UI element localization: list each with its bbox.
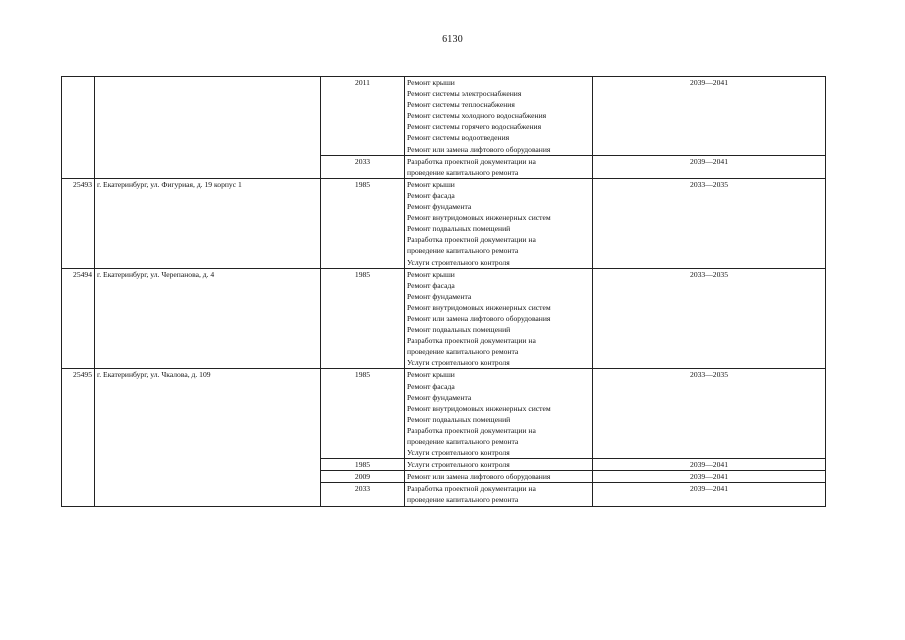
table-row — [62, 369, 826, 459]
works-cell — [405, 483, 593, 506]
work-item: Ремонт крыши — [407, 269, 455, 279]
address-cell: г. Екатеринбург, ул. Чкалова, д. 109 — [95, 369, 321, 506]
work-item: Ремонт внутридомовых инженерных систем — [407, 302, 551, 312]
work-item: Ремонт системы электроснабжения — [407, 89, 522, 99]
works-cell — [405, 178, 593, 268]
planned-period-cell: 2039—2041 — [593, 155, 826, 178]
work-item: проведение капитального ремонта — [407, 347, 519, 357]
work-item: проведение капитального ремонта — [407, 246, 519, 256]
construction-year-cell: 1985 — [321, 369, 405, 459]
work-item: Ремонт фундамента — [407, 392, 472, 402]
work-item: Ремонт внутридомовых инженерных систем — [407, 403, 551, 413]
work-item: Ремонт или замена лифтового оборудования — [407, 144, 551, 154]
works-cell — [405, 471, 593, 483]
work-item: Ремонт системы холодного водоснабжения — [407, 111, 547, 121]
work-item: Ремонт фасада — [407, 190, 455, 200]
address-cell — [95, 77, 321, 179]
construction-year-cell: 2011 — [321, 77, 405, 156]
address-cell: г. Екатеринбург, ул. Черепанова, д. 4 — [95, 268, 321, 369]
work-item: Ремонт фасада — [407, 381, 455, 391]
construction-year-cell: 1985 — [321, 459, 405, 471]
address-cell: г. Екатеринбург, ул. Фигуриая, д. 19 корпус 1 — [95, 178, 321, 268]
work-item: проведение капитального ремонта — [407, 495, 519, 505]
work-item: Ремонт подвальных помещений — [407, 224, 511, 234]
work-item: Ремонт крыши — [407, 78, 455, 87]
work-item: Услуги строительного контроля — [407, 448, 510, 458]
work-item: Разработка проектной документации на — [407, 336, 536, 346]
construction-year-cell: 1985 — [321, 268, 405, 369]
work-item: Разработка проектной документации на — [407, 235, 536, 245]
table-row — [62, 268, 826, 369]
planned-period-cell: 2033—2035 — [593, 268, 826, 369]
planned-period-cell: 2039—2041 — [593, 77, 826, 156]
building-id-cell: 25495 — [62, 369, 95, 506]
work-item: Ремонт подвальных помещений — [407, 325, 511, 335]
work-item: Ремонт крыши — [407, 370, 455, 380]
repair-schedule-table — [61, 76, 826, 507]
work-item: проведение капитального ремонта — [407, 437, 519, 446]
work-item: Ремонт крыши — [407, 179, 455, 189]
work-item: Ремонт фундамента — [407, 291, 472, 301]
construction-year-cell: 1985 — [321, 178, 405, 268]
planned-period-cell: 2033—2035 — [593, 178, 826, 268]
work-item: Ремонт системы теплоснабжения — [407, 100, 515, 110]
building-id-cell: 25494 — [62, 268, 95, 369]
works-cell — [405, 155, 593, 178]
work-item: Ремонт подвальных помещений — [407, 414, 511, 424]
table-row — [62, 77, 826, 156]
work-item: Ремонт фасада — [407, 280, 455, 290]
work-item: Ремонт или замена лифтового оборудования — [407, 313, 551, 323]
planned-period-cell: 2039—2041 — [593, 471, 826, 483]
planned-period-cell: 2033—2035 — [593, 369, 826, 459]
work-item: Разработка проектной документации на — [407, 425, 536, 435]
page-number: 6130 — [442, 34, 463, 45]
works-cell — [405, 268, 593, 369]
work-item: Ремонт системы горячего водоснабжения — [407, 122, 542, 132]
work-item: Ремонт или замена лифтового оборудования — [407, 472, 551, 482]
works-cell — [405, 369, 593, 459]
planned-period-cell: 2039—2041 — [593, 459, 826, 471]
table-row — [62, 178, 826, 268]
work-item: Услуги строительного контроля — [407, 358, 510, 368]
construction-year-cell: 2033 — [321, 155, 405, 178]
building-id-cell — [62, 77, 95, 179]
work-item: проведение капитального ремонта — [407, 167, 519, 177]
building-id-cell: 25493 — [62, 178, 95, 268]
repair-schedule-body — [62, 77, 826, 507]
construction-year-cell: 2009 — [321, 471, 405, 483]
construction-year-cell: 2033 — [321, 483, 405, 506]
work-item: Ремонт фундамента — [407, 202, 472, 212]
works-cell — [405, 459, 593, 471]
works-cell — [405, 77, 593, 156]
work-item: Услуги строительного контроля — [407, 460, 510, 470]
work-item: Ремонт системы водоотведения — [407, 133, 510, 143]
work-item: Ремонт внутридомовых инженерных систем — [407, 213, 551, 223]
work-item: Разработка проектной документации на — [407, 484, 536, 494]
work-item: Разработка проектной документации на — [407, 156, 536, 166]
planned-period-cell: 2039—2041 — [593, 483, 826, 506]
work-item: Услуги строительного контроля — [407, 257, 510, 267]
